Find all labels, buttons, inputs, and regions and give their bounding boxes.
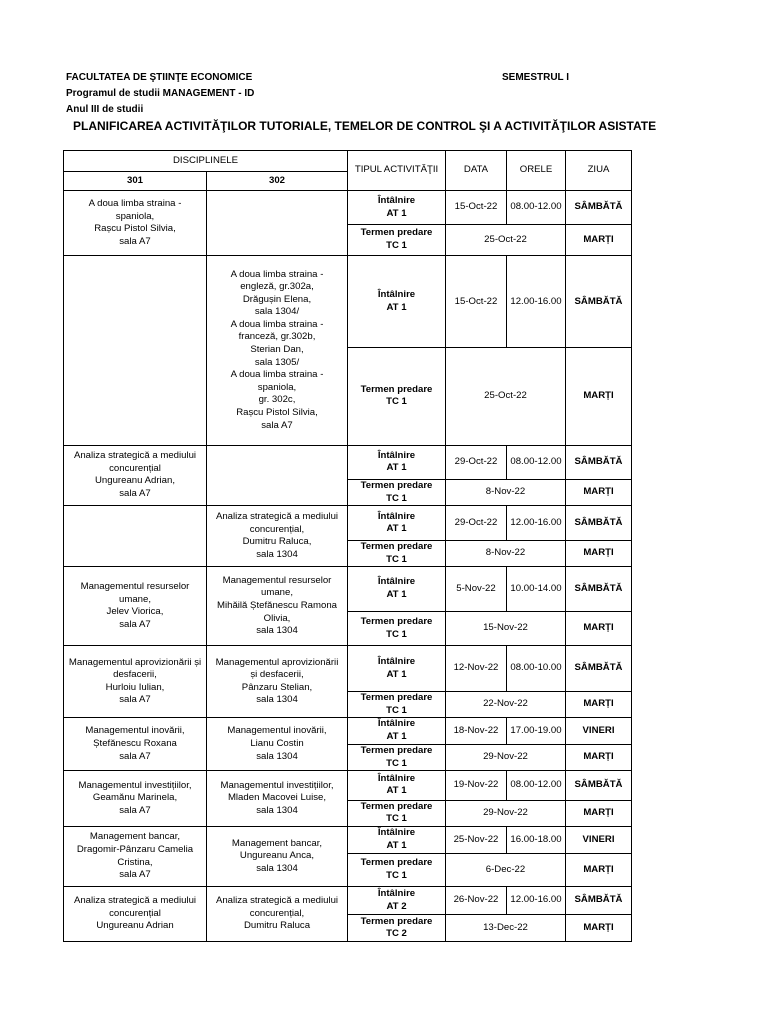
deadline-date: 25-Oct-22 <box>446 348 566 445</box>
deadline-date: 29-Nov-22 <box>446 744 566 771</box>
disciplines-header: DISCIPLINELE <box>64 151 348 172</box>
activity-type: Întâlnire AT 1 <box>348 506 446 540</box>
activity-date: 29-Oct-22 <box>446 445 507 479</box>
activity-date: 12-Nov-22 <box>446 646 507 692</box>
activity-hours: 08.00-12.00 <box>507 445 566 479</box>
faculty-name: FACULTATEA DE ŞTIINŢE ECONOMICE <box>66 72 253 83</box>
activity-day: MARȚI <box>566 224 632 255</box>
activity-date: 18-Nov-22 <box>446 718 507 745</box>
activity-type: Termen predare TC 1 <box>348 800 446 827</box>
activity-day: VINERI <box>566 718 632 745</box>
activity-type: Termen predare TC 1 <box>348 611 446 645</box>
activity-day: SÂMBĂTĂ <box>566 771 632 800</box>
group-302-header: 302 <box>207 172 348 191</box>
activity-type: Termen predare TC 1 <box>348 479 446 506</box>
deadline-date: 6-Dec-22 <box>446 853 566 886</box>
activity-day: MARȚI <box>566 691 632 718</box>
table-row <box>64 567 632 612</box>
activity-day: SÂMBĂTĂ <box>566 256 632 348</box>
activity-type: Termen predare TC 1 <box>348 348 446 445</box>
deadline-date: 13-Dec-22 <box>446 915 566 942</box>
study-program: Programul de studii MANAGEMENT - ID <box>66 88 255 99</box>
activity-type: Termen predare TC 1 <box>348 744 446 771</box>
activity-type: Întâlnire AT 1 <box>348 718 446 745</box>
activity-hours: 12.00-16.00 <box>507 887 566 915</box>
table-row <box>64 256 632 348</box>
activity-day: MARȚI <box>566 744 632 771</box>
activity-date: 25-Nov-22 <box>446 827 507 854</box>
activity-day: VINERI <box>566 827 632 854</box>
group-301-discipline: Analiza strategică a mediului concurențial Ungureanu Adrian, sala A7 <box>64 445 207 506</box>
activity-type: Întâlnire AT 1 <box>348 646 446 692</box>
activity-date: 29-Oct-22 <box>446 506 507 540</box>
group-301-discipline: A doua limba straina - spaniola, Rașcu Pistol Silvia, sala A7 <box>64 191 207 256</box>
table-row <box>64 771 632 800</box>
activity-day: SÂMBĂTĂ <box>566 506 632 540</box>
group-302-discipline <box>207 445 348 506</box>
activity-type: Termen predare TC 1 <box>348 224 446 255</box>
date-header: DATA <box>446 151 507 191</box>
activity-type: Întâlnire AT 1 <box>348 191 446 224</box>
group-301-discipline <box>64 256 207 445</box>
table-row <box>64 191 632 224</box>
group-301-discipline <box>64 506 207 567</box>
activity-type: Termen predare TC 1 <box>348 540 446 567</box>
group-301-header: 301 <box>64 172 207 191</box>
activity-date: 5-Nov-22 <box>446 567 507 612</box>
table-row <box>64 445 632 479</box>
group-302-discipline: A doua limba straina - engleză, gr.302a, Drăgușin Elena, sala 1304/ A doua limba straina - franceză, gr.302b, Sterian Dan, sala 1305/ A doua limba straina - spaniola, gr. 302c, Rașcu Pistol Silvia, sala A7 <box>207 256 348 445</box>
activity-date: 26-Nov-22 <box>446 887 507 915</box>
activity-type-header: TIPUL ACTIVITĂŢII <box>348 151 446 191</box>
activity-day: SÂMBĂTĂ <box>566 646 632 692</box>
group-301-discipline: Managementul resurselor umane, Jelev Viorica, sala A7 <box>64 567 207 646</box>
deadline-date: 25-Oct-22 <box>446 224 566 255</box>
table-row <box>64 506 632 540</box>
activity-day: MARȚI <box>566 800 632 827</box>
group-302-discipline: Managementul aprovizionării și desfacerii, Pânzaru Stelian, sala 1304 <box>207 646 348 718</box>
deadline-date: 22-Nov-22 <box>446 691 566 718</box>
group-302-discipline: Managementul resurselor umane, Mihăilă Ștefănescu Ramona Olivia, sala 1304 <box>207 567 348 646</box>
activity-hours: 08.00-10.00 <box>507 646 566 692</box>
activity-day: SÂMBĂTĂ <box>566 887 632 915</box>
page-title: PLANIFICAREA ACTIVITĂŢILOR TUTORIALE, TEMELOR DE CONTROL ŞI A ACTIVITĂŢILOR ASISTATE <box>73 119 657 133</box>
activity-day: MARȚI <box>566 853 632 886</box>
activity-hours: 12.00-16.00 <box>507 506 566 540</box>
activity-hours: 16.00-18.00 <box>507 827 566 854</box>
activity-day: MARȚI <box>566 611 632 645</box>
group-302-discipline: Managementul investițiilor, Mladen Macovei Luise, sala 1304 <box>207 771 348 827</box>
activity-day: MARȚI <box>566 915 632 942</box>
activity-date: 15-Oct-22 <box>446 256 507 348</box>
hours-header: ORELE <box>507 151 566 191</box>
deadline-date: 8-Nov-22 <box>446 540 566 567</box>
group-301-discipline: Management bancar, Dragomir-Pânzaru Camelia Cristina, sala A7 <box>64 827 207 887</box>
group-302-discipline: Analiza strategică a mediului concurențial, Dumitru Raluca, sala 1304 <box>207 506 348 567</box>
activity-day: SÂMBĂTĂ <box>566 567 632 612</box>
activity-type: Termen predare TC 1 <box>348 691 446 718</box>
deadline-date: 29-Nov-22 <box>446 800 566 827</box>
group-302-discipline: Management bancar, Ungureanu Anca, sala 1304 <box>207 827 348 887</box>
activity-type: Întâlnire AT 1 <box>348 445 446 479</box>
table-row <box>64 718 632 745</box>
activity-type: Întâlnire AT 1 <box>348 827 446 854</box>
activity-type: Termen predare TC 1 <box>348 853 446 886</box>
activity-type: Întâlnire AT 1 <box>348 256 446 348</box>
activity-type: Întâlnire AT 1 <box>348 567 446 612</box>
group-301-discipline: Analiza strategică a mediului concurențial Ungureanu Adrian <box>64 887 207 942</box>
activity-hours: 08.00-12.00 <box>507 191 566 224</box>
activity-day: MARȚI <box>566 540 632 567</box>
activity-day: SÂMBĂTĂ <box>566 191 632 224</box>
study-year: Anul III de studii <box>66 104 144 115</box>
activity-day: SÂMBĂTĂ <box>566 445 632 479</box>
activity-hours: 17.00-19.00 <box>507 718 566 745</box>
activity-hours: 08.00-12.00 <box>507 771 566 800</box>
day-header: ZIUA <box>566 151 632 191</box>
group-302-discipline: Analiza strategică a mediului concurențial, Dumitru Raluca <box>207 887 348 942</box>
activity-hours: 12.00-16.00 <box>507 256 566 348</box>
activity-date: 19-Nov-22 <box>446 771 507 800</box>
activity-type: Întâlnire AT 1 <box>348 771 446 800</box>
group-301-discipline: Managementul investițiilor, Geamănu Marinela, sala A7 <box>64 771 207 827</box>
group-302-discipline <box>207 191 348 256</box>
schedule-table <box>63 150 632 942</box>
activity-date: 15-Oct-22 <box>446 191 507 224</box>
group-302-discipline: Managementul inovării, Lianu Costin sala 1304 <box>207 718 348 771</box>
activity-day: MARȚI <box>566 479 632 506</box>
group-301-discipline: Managementul aprovizionării și desfacerii, Hurloiu Iulian, sala A7 <box>64 646 207 718</box>
table-row <box>64 827 632 854</box>
header-row <box>64 151 632 172</box>
deadline-date: 15-Nov-22 <box>446 611 566 645</box>
activity-type: Termen predare TC 2 <box>348 915 446 942</box>
semester-label: SEMESTRUL I <box>502 72 570 83</box>
activity-hours: 10.00-14.00 <box>507 567 566 612</box>
group-301-discipline: Managementul inovării, Ștefănescu Roxana sala A7 <box>64 718 207 771</box>
activity-day: MARȚI <box>566 348 632 445</box>
table-row <box>64 887 632 915</box>
table-row <box>64 646 632 692</box>
deadline-date: 8-Nov-22 <box>446 479 566 506</box>
activity-type: Întâlnire AT 2 <box>348 887 446 915</box>
